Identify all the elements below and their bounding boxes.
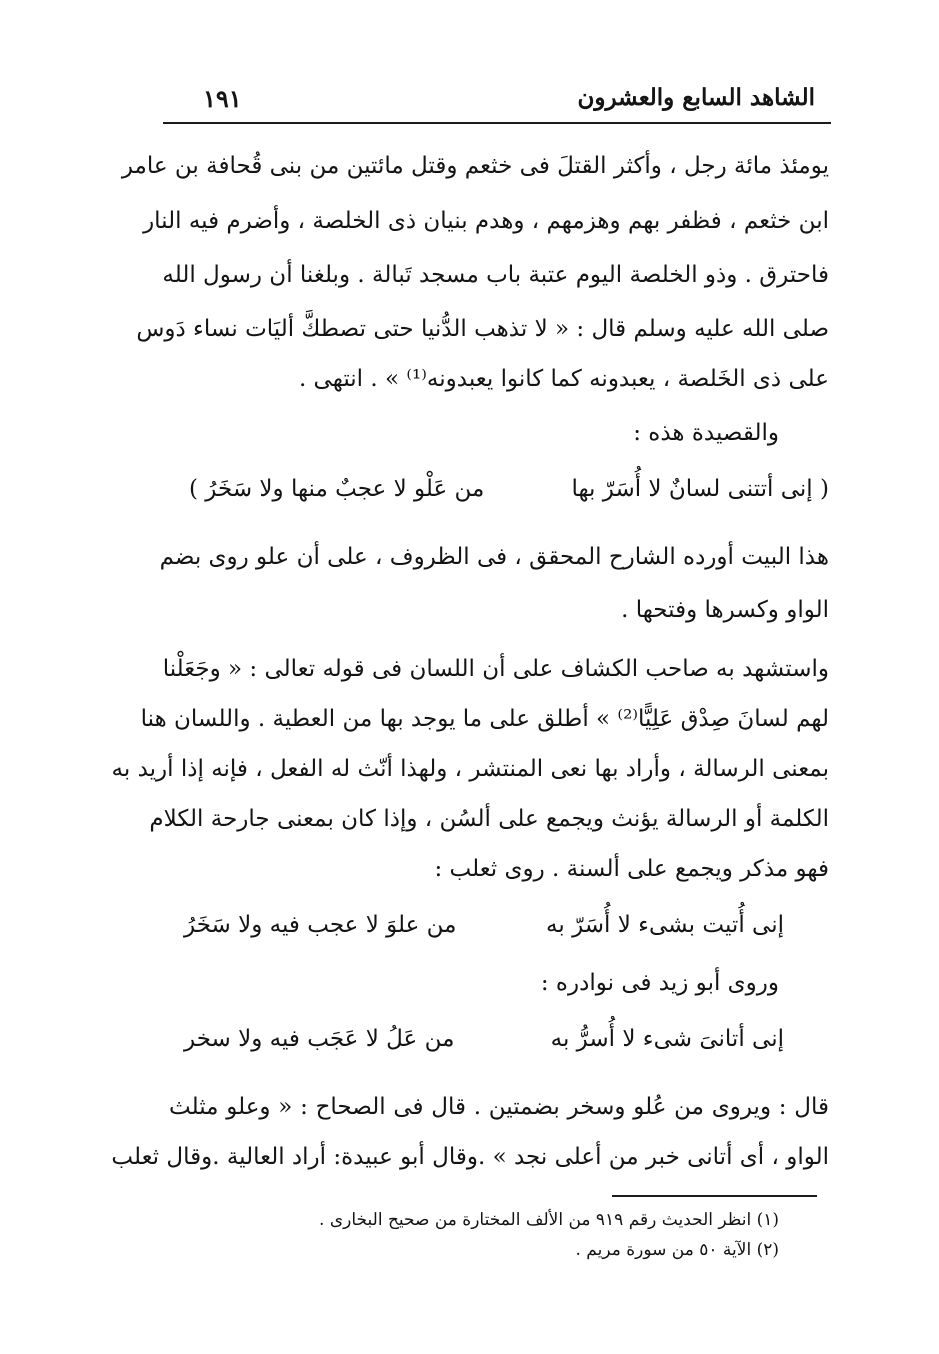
body-line: الواو وكسرها وفتحها . [621, 597, 829, 623]
body-line: وروى أبو زيد فى نوادره : [540, 970, 779, 996]
body-line: فهو مذكر ويجمع على ألسنة . روى ثعلب : [434, 856, 829, 882]
verse-3-second-hemistich: من عَلُ لا عَجَب فيه ولا سخر [184, 1026, 455, 1052]
running-title: الشاهد السابع والعشرون [577, 84, 815, 111]
body-line: بمعنى الرسالة ، وأراد بها نعى المنتشر ، ولهذا أنّث له الفعل ، فإنه إذا أريد به [111, 756, 829, 782]
verse-2 [184, 911, 784, 941]
footnote-2: (٢) الآية ٥٠ من سورة مريم . [575, 1240, 779, 1260]
body-line: واستشهد به صاحب الكشاف على أن اللسان فى قوله تعالى : « وجَعَلْنا [162, 656, 829, 682]
verse-2-first-hemistich: إنى أُتيت بشىء لا أُسَرّ به [546, 912, 784, 938]
page-header [163, 78, 831, 124]
verse-1-first-hemistich: ( إنى أتتنى لسانٌ لا أُسَرّ بها [571, 476, 829, 502]
body-line: الكلمة أو الرسالة يؤنث ويجمع على ألسُن ، وإذا كان بمعنى جارحة الكلام [149, 806, 829, 832]
body-line: هذا البيت أورده الشارح المحقق ، فى الظروف ، على أن علو روى بضم [159, 544, 829, 570]
body-line: يومئذ مائة رجل ، وأكثر القتلَ فى خثعم وقتل مائتين من بنى قُحافة بن عامر [121, 153, 829, 179]
body-line: ابن خثعم ، فظفر بهم وهزمهم ، وهدم بنيان ذى الخلصة ، وأضرم فيه النار [143, 208, 829, 234]
body-line: قال : ويروى من عُلو وسخر بضمتين . قال فى الصحاح : « وعلو مثلث [169, 1094, 829, 1120]
verse-3 [184, 1025, 784, 1055]
verse-3-first-hemistich: إنى أتانىَ شىء لا أُسرُّ به [550, 1026, 784, 1052]
page-number: ١٩١ [203, 84, 242, 113]
body-line: لهم لسانَ صِدْق عَلِيًّا⁽²⁾ » أطلق على ما يوجد بها من العطية . واللسان هنا [140, 706, 829, 732]
body-line: والقصيدة هذه : [633, 420, 779, 446]
body-line: فاحترق . وذو الخلصة اليوم عتبة باب مسجد تَبالة . وبلغنا أن رسول الله [162, 262, 829, 288]
body-line: على ذى الخَلصة ، يعبدونه كما كانوا يعبدونه⁽¹⁾ » . انتهى . [298, 366, 829, 392]
verse-2-second-hemistich: من علوَ لا عجب فيه ولا سَخَرُ [184, 912, 457, 938]
body-line: صلى الله عليه وسلم قال : « لا تذهب الدُّنيا حتى تصطكَّ أليَات نساء دَوس [136, 316, 829, 342]
footnote-1: (١) انظر الحديث رقم ٩١٩ من الألف المختارة من صحيح البخارى . [319, 1210, 779, 1230]
body-line: الواو ، أى أتانى خبر من أعلى نجد » .وقال أبو عبيدة: أراد العالية .وقال ثعلب [111, 1144, 829, 1170]
verse-1 [189, 475, 829, 505]
footnote-divider [612, 1195, 817, 1197]
verse-1-second-hemistich: من عَلْو لا عجبٌ منها ولا سَخَرُ ) [189, 476, 485, 502]
